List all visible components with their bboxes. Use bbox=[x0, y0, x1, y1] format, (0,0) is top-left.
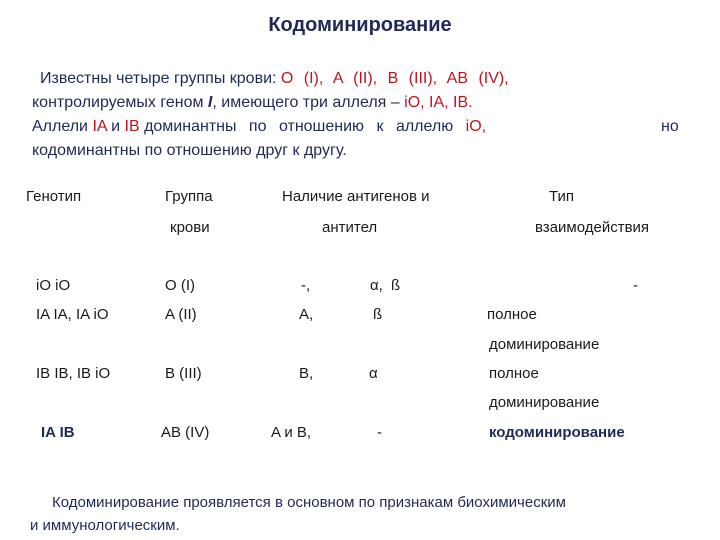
row-1-genotype: iO iO bbox=[36, 277, 71, 294]
header-group-2: крови bbox=[170, 219, 210, 236]
intro-line-4 bbox=[32, 140, 347, 162]
blood-groups: O (I), A (II), B (III), AB (IV), bbox=[280, 70, 509, 87]
header-antigen-2: антител bbox=[322, 219, 378, 236]
header-type-1: Тип bbox=[549, 188, 575, 205]
allele-ib: IB bbox=[124, 118, 140, 135]
intro-line-1 bbox=[40, 68, 509, 90]
row-2-antigen: A, bbox=[299, 306, 314, 323]
row-3-type-line-2: доминирование bbox=[489, 394, 600, 411]
intro-line-3 bbox=[32, 116, 682, 138]
allele-io: iO, bbox=[465, 118, 487, 135]
row-1-type: - bbox=[633, 277, 638, 294]
row-2-type-line-2: доминирование bbox=[489, 336, 600, 353]
row-1-antigen: -, bbox=[301, 277, 311, 294]
row-2-type-line-1: полное bbox=[487, 306, 537, 323]
page-title: Кодоминирование bbox=[268, 14, 452, 36]
row-1-antibody: α, ß bbox=[370, 277, 401, 294]
row-3-genotype: IB IB, IB iO bbox=[36, 365, 111, 382]
row-3-type-line-1: полное bbox=[489, 365, 539, 382]
row-4-type: кодоминирование bbox=[489, 424, 625, 441]
row-4-group: AB (IV) bbox=[161, 424, 210, 441]
row-4-antigen: A и B, bbox=[271, 424, 312, 441]
intro-text: контролируемых геном bbox=[32, 94, 208, 111]
header-group-1: Группа bbox=[165, 188, 213, 205]
intro-text: Аллели bbox=[32, 118, 93, 135]
row-4-antibody: - bbox=[377, 424, 382, 441]
row-3-antibody: α bbox=[369, 365, 378, 382]
gene-name: I bbox=[207, 94, 213, 111]
row-1-group: O (I) bbox=[165, 277, 195, 294]
intro-line-2 bbox=[32, 92, 473, 114]
dominant-word: доминантны bbox=[139, 118, 237, 135]
note-line-2: и иммунологическим. bbox=[30, 517, 180, 534]
row-3-group: B (III) bbox=[165, 365, 202, 382]
intro-text: Известны четыре группы крови: bbox=[40, 70, 281, 87]
header-antigen-1: Наличие антигенов и bbox=[282, 188, 430, 205]
intro-text: по отношению друг к другу. bbox=[140, 142, 347, 159]
allele-list: iO, IA, IB. bbox=[404, 94, 473, 111]
intro-text: по отношению к аллелю bbox=[236, 118, 466, 135]
row-2-antibody: ß bbox=[373, 306, 383, 323]
header-genotype: Генотип bbox=[26, 188, 82, 205]
allele-ia: IA bbox=[92, 118, 107, 135]
row-2-group: A (II) bbox=[165, 306, 197, 323]
codominant-word: кодоминантны bbox=[32, 142, 141, 159]
row-3-antigen: B, bbox=[299, 365, 314, 382]
note-line-1: Кодоминирование проявляется в основном по признакам биохимическим bbox=[52, 494, 566, 511]
intro-text: и bbox=[106, 118, 125, 135]
intro-word-no: но bbox=[661, 118, 679, 135]
row-2-genotype: IA IA, IA iO bbox=[36, 306, 109, 323]
header-type-2: взаимодействия bbox=[535, 219, 650, 236]
row-4-genotype: IA IB bbox=[41, 424, 75, 441]
intro-text: , имеющего три аллеля – bbox=[212, 94, 405, 111]
